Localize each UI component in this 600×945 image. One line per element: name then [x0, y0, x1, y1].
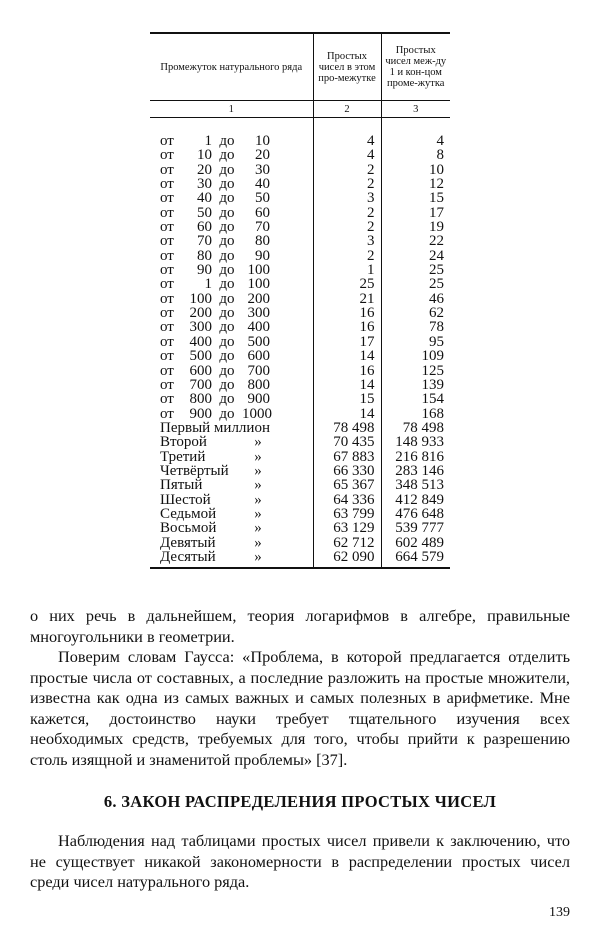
cumulative-count-cell: 25: [381, 277, 450, 291]
interval-start: 30: [197, 176, 212, 193]
cumulative-count-cell: 25: [381, 263, 450, 277]
interval-start: 600: [189, 362, 212, 379]
million-label: [160, 450, 313, 464]
interval-to-word: до: [219, 405, 235, 422]
interval-from-word: от: [160, 247, 174, 264]
prime-count-cell: 63 799: [313, 507, 381, 521]
cumulative-count-cell: 476 648: [381, 507, 450, 521]
million-label: [160, 536, 313, 550]
table-row: [150, 550, 450, 568]
cumulative-count-cell: 125: [381, 364, 450, 378]
table-row: [150, 148, 450, 162]
interval-start: 700: [189, 376, 212, 393]
interval-from-word: от: [160, 391, 174, 408]
million-ordinal: Четвёртый: [160, 462, 229, 479]
interval-start: 1: [204, 276, 212, 293]
cumulative-count-cell: 78 498: [381, 421, 450, 435]
prime-count-cell: 16: [313, 306, 381, 320]
interval-end: 600: [247, 348, 270, 365]
interval-range: [160, 191, 313, 205]
interval-cell: [150, 263, 313, 277]
prime-count-cell: 62 090: [313, 550, 381, 568]
interval-end: 10: [255, 133, 270, 149]
cumulative-count-cell: 10: [381, 163, 450, 177]
interval-cell: [150, 277, 313, 291]
interval-start: 50: [197, 204, 212, 221]
interval-range: [160, 277, 313, 291]
million-label-cell: [150, 536, 313, 550]
interval-to-word: до: [219, 133, 235, 149]
interval-end: 700: [247, 362, 270, 379]
interval-to-word: до: [219, 161, 235, 178]
million-label-cell: [150, 421, 313, 435]
interval-end: 1000: [242, 405, 272, 422]
million-ordinal: Седьмой: [160, 505, 217, 522]
interval-start: 200: [189, 305, 212, 322]
interval-end: 90: [255, 247, 270, 264]
interval-to-word: до: [219, 348, 235, 365]
interval-range: [160, 292, 313, 306]
table-row: [150, 478, 450, 492]
cumulative-count-cell: 216 816: [381, 450, 450, 464]
cumulative-count-cell: 348 513: [381, 478, 450, 492]
interval-end: 60: [255, 204, 270, 221]
interval-range: [160, 206, 313, 220]
interval-end: 30: [255, 161, 270, 178]
million-ordinal: Девятый: [160, 534, 216, 551]
cumulative-count-cell: 78: [381, 320, 450, 334]
table-row: [150, 493, 450, 507]
cumulative-count-cell: 139: [381, 378, 450, 392]
table-row: [150, 277, 450, 291]
interval-from-word: от: [160, 262, 174, 279]
interval-end: 800: [247, 376, 270, 393]
interval-range: [160, 134, 313, 148]
table-row: [150, 234, 450, 248]
interval-cell: [150, 134, 313, 148]
million-label: [160, 493, 313, 507]
table-row: [150, 464, 450, 478]
interval-to-word: до: [219, 147, 235, 164]
interval-to-word: до: [219, 176, 235, 193]
million-label-cell: [150, 464, 313, 478]
interval-from-word: от: [160, 376, 174, 393]
interval-from-word: от: [160, 161, 174, 178]
interval-cell: [150, 191, 313, 205]
prime-count-cell: 4: [313, 148, 381, 162]
table-row: [150, 292, 450, 306]
interval-to-word: до: [219, 305, 235, 322]
interval-cell: [150, 349, 313, 363]
table-row: [150, 163, 450, 177]
interval-cell: [150, 234, 313, 248]
interval-cell: [150, 249, 313, 263]
million-label: [160, 421, 313, 435]
interval-cell: [150, 163, 313, 177]
primes-distribution-table: [150, 32, 450, 569]
interval-end: 100: [247, 276, 270, 293]
table-row: [150, 521, 450, 535]
cumulative-count-cell: 4: [381, 134, 450, 148]
interval-start: 70: [197, 233, 212, 250]
prime-count-cell: 63 129: [313, 521, 381, 535]
interval-start: 900: [189, 405, 212, 422]
million-label-cell: [150, 493, 313, 507]
interval-cell: [150, 206, 313, 220]
ditto-mark: [248, 421, 268, 435]
interval-cell: [150, 220, 313, 234]
prime-count-cell: 64 336: [313, 493, 381, 507]
million-label-cell: [150, 507, 313, 521]
interval-from-word: от: [160, 147, 174, 164]
cumulative-count-cell: 15: [381, 191, 450, 205]
interval-from-word: от: [160, 190, 174, 207]
ditto-mark: »: [254, 505, 262, 522]
interval-end: 50: [255, 190, 270, 207]
prime-count-cell: 16: [313, 364, 381, 378]
column-number: 2: [313, 101, 381, 118]
table-row: [150, 378, 450, 392]
ditto-mark: »: [254, 448, 262, 465]
interval-range: [160, 320, 313, 334]
interval-to-word: до: [219, 333, 235, 350]
prime-count-cell: 2: [313, 177, 381, 191]
cumulative-count-cell: 24: [381, 249, 450, 263]
interval-cell: [150, 177, 313, 191]
interval-from-word: от: [160, 290, 174, 307]
interval-start: 500: [189, 348, 212, 365]
table-row: [150, 364, 450, 378]
interval-range: [160, 234, 313, 248]
interval-to-word: до: [219, 391, 235, 408]
interval-start: 10: [197, 147, 212, 164]
prime-count-cell: 78 498: [313, 421, 381, 435]
interval-range: [160, 335, 313, 349]
page-number: 139: [549, 905, 570, 920]
column-number: 3: [381, 101, 450, 118]
interval-from-word: от: [160, 276, 174, 293]
paragraph-continuation: о них речь в дальнейшем, теория логарифмов в алгебре, правильные многоугольники в геометрии.: [30, 606, 570, 646]
cumulative-count-cell: 95: [381, 335, 450, 349]
interval-range: [160, 306, 313, 320]
interval-from-word: от: [160, 333, 174, 350]
interval-range: [160, 177, 313, 191]
table-row: [150, 306, 450, 320]
interval-start: 20: [197, 161, 212, 178]
interval-range: [160, 263, 313, 277]
interval-to-word: до: [219, 362, 235, 379]
interval-end: 400: [247, 319, 270, 336]
prime-count-cell: 3: [313, 191, 381, 205]
header-primes-in-interval: Простых чисел в этом про-межутке: [313, 33, 381, 101]
prime-count-cell: 14: [313, 349, 381, 363]
interval-from-word: от: [160, 219, 174, 236]
cumulative-count-cell: 12: [381, 177, 450, 191]
cumulative-count-cell: 148 933: [381, 435, 450, 449]
interval-end: 200: [247, 290, 270, 307]
prime-count-cell: 65 367: [313, 478, 381, 492]
interval-to-word: до: [219, 276, 235, 293]
interval-end: 300: [247, 305, 270, 322]
ditto-mark: »: [254, 491, 262, 508]
ditto-mark: »: [254, 534, 262, 551]
prime-count-cell: 1: [313, 263, 381, 277]
table-row: [150, 450, 450, 464]
million-label: [160, 464, 313, 478]
interval-start: 800: [189, 391, 212, 408]
million-label: [160, 521, 313, 535]
million-label: [160, 478, 313, 492]
table-row: [150, 249, 450, 263]
interval-start: 60: [197, 219, 212, 236]
paragraph-gauss-quote: Поверим словам Гаусса: «Проблема, в которой предлагается отделить простые числа от составных, а последние разложить на простые множители, известна как одна из самых важных и самых полезных в арифметике. Мне кажется, достоинство науки требует тщательного изучения всех необходимых средств, требуемых для того, чтобы прийти к разрешению столь изящной и знаменитой проблемы» [37].: [30, 647, 570, 769]
interval-to-word: до: [219, 233, 235, 250]
interval-from-word: от: [160, 176, 174, 193]
interval-cell: [150, 148, 313, 162]
interval-range: [160, 378, 313, 392]
interval-cell: [150, 292, 313, 306]
interval-end: 80: [255, 233, 270, 250]
interval-end: 70: [255, 219, 270, 236]
million-label: [160, 507, 313, 521]
cumulative-count-cell: 22: [381, 234, 450, 248]
column-number: 1: [150, 101, 313, 118]
million-ordinal: Шестой: [160, 491, 211, 508]
cumulative-count-cell: 19: [381, 220, 450, 234]
table-row: [150, 536, 450, 550]
interval-range: [160, 349, 313, 363]
ditto-mark: »: [254, 520, 262, 537]
spacer-row: [150, 118, 450, 135]
interval-cell: [150, 407, 313, 421]
interval-from-word: от: [160, 348, 174, 365]
interval-end: 20: [255, 147, 270, 164]
prime-count-cell: 15: [313, 392, 381, 406]
cumulative-count-cell: 664 579: [381, 550, 450, 568]
interval-range: [160, 364, 313, 378]
interval-cell: [150, 306, 313, 320]
prime-count-cell: 2: [313, 163, 381, 177]
prime-count-cell: 4: [313, 134, 381, 148]
table-row: [150, 335, 450, 349]
header-interval: Промежуток натурального ряда: [150, 33, 313, 101]
interval-range: [160, 148, 313, 162]
prime-count-cell: 3: [313, 234, 381, 248]
interval-to-word: до: [219, 290, 235, 307]
prime-count-cell: 21: [313, 292, 381, 306]
interval-start: 400: [189, 333, 212, 350]
million-label: [160, 550, 313, 564]
interval-range: [160, 392, 313, 406]
prime-count-cell: 17: [313, 335, 381, 349]
text-block-upper: [30, 606, 570, 770]
million-label-cell: [150, 521, 313, 535]
million-ordinal: Первый миллион: [160, 419, 270, 436]
interval-to-word: до: [219, 247, 235, 264]
ditto-mark: »: [254, 434, 262, 451]
interval-from-word: от: [160, 405, 174, 422]
table-row: [150, 392, 450, 406]
interval-start: 100: [189, 290, 212, 307]
interval-start: 80: [197, 247, 212, 264]
prime-count-cell: 62 712: [313, 536, 381, 550]
million-label: [160, 435, 313, 449]
table-row: [150, 407, 450, 421]
prime-count-cell: 67 883: [313, 450, 381, 464]
cumulative-count-cell: 109: [381, 349, 450, 363]
million-label-cell: [150, 450, 313, 464]
prime-count-cell: 14: [313, 407, 381, 421]
interval-from-word: от: [160, 319, 174, 336]
table-header-row: [150, 33, 450, 101]
interval-from-word: от: [160, 362, 174, 379]
interval-range: [160, 220, 313, 234]
primes-table-container: [150, 32, 450, 569]
interval-from-word: от: [160, 233, 174, 250]
million-ordinal: Восьмой: [160, 520, 217, 537]
ditto-mark: »: [254, 462, 262, 479]
interval-start: 300: [189, 319, 212, 336]
million-ordinal: Второй: [160, 434, 207, 451]
paragraph-observations: Наблюдения над таблицами простых чисел привели к заключению, что не существует никакой закономерности в распределении простых чисел среди чисел натурального ряда.: [30, 831, 570, 891]
table-row: [150, 320, 450, 334]
table-row: [150, 507, 450, 521]
prime-count-cell: 66 330: [313, 464, 381, 478]
cumulative-count-cell: 539 777: [381, 521, 450, 535]
prime-count-cell: 2: [313, 249, 381, 263]
cumulative-count-cell: 168: [381, 407, 450, 421]
interval-range: [160, 163, 313, 177]
table-row: [150, 263, 450, 277]
interval-to-word: до: [219, 190, 235, 207]
interval-cell: [150, 320, 313, 334]
table-body: [150, 134, 450, 568]
interval-end: 100: [247, 262, 270, 279]
million-label-cell: [150, 435, 313, 449]
interval-to-word: до: [219, 204, 235, 221]
cumulative-count-cell: 8: [381, 148, 450, 162]
prime-count-cell: 2: [313, 220, 381, 234]
interval-start: 1: [204, 133, 212, 149]
cumulative-count-cell: 154: [381, 392, 450, 406]
interval-cell: [150, 392, 313, 406]
cumulative-count-cell: 17: [381, 206, 450, 220]
cumulative-count-cell: 46: [381, 292, 450, 306]
interval-range: [160, 407, 313, 421]
interval-cell: [150, 364, 313, 378]
interval-to-word: до: [219, 319, 235, 336]
interval-end: 40: [255, 176, 270, 193]
interval-cell: [150, 335, 313, 349]
table-row: [150, 177, 450, 191]
text-block-lower: [30, 831, 570, 893]
million-label-cell: [150, 550, 313, 568]
section-heading: 6. ЗАКОН РАСПРЕДЕЛЕНИЯ ПРОСТЫХ ЧИСЕЛ: [103, 792, 497, 811]
interval-to-word: до: [219, 262, 235, 279]
table-row: [150, 220, 450, 234]
table-row: [150, 421, 450, 435]
interval-from-word: от: [160, 133, 174, 149]
prime-count-cell: 70 435: [313, 435, 381, 449]
interval-range: [160, 249, 313, 263]
header-primes-cumulative: Простых чисел меж-ду 1 и кон-цом проме-жутка: [381, 33, 450, 101]
million-label-cell: [150, 478, 313, 492]
interval-from-word: от: [160, 204, 174, 221]
interval-cell: [150, 378, 313, 392]
table-row: [150, 134, 450, 148]
prime-count-cell: 16: [313, 320, 381, 334]
cumulative-count-cell: 602 489: [381, 536, 450, 550]
million-ordinal: Третий: [160, 448, 206, 465]
prime-count-cell: 2: [313, 206, 381, 220]
prime-count-cell: 14: [313, 378, 381, 392]
interval-start: 40: [197, 190, 212, 207]
cumulative-count-cell: 283 146: [381, 464, 450, 478]
cumulative-count-cell: 62: [381, 306, 450, 320]
interval-to-word: до: [219, 376, 235, 393]
ditto-mark: »: [254, 477, 262, 494]
interval-start: 90: [197, 262, 212, 279]
prime-count-cell: 25: [313, 277, 381, 291]
million-ordinal: Пятый: [160, 477, 203, 494]
table-row: [150, 191, 450, 205]
interval-end: 500: [247, 333, 270, 350]
ditto-mark: »: [254, 548, 262, 565]
table-row: [150, 206, 450, 220]
interval-end: 900: [247, 391, 270, 408]
interval-to-word: до: [219, 219, 235, 236]
table-row: [150, 349, 450, 363]
cumulative-count-cell: 412 849: [381, 493, 450, 507]
interval-from-word: от: [160, 305, 174, 322]
million-ordinal: Десятый: [160, 548, 216, 565]
column-number-row: [150, 101, 450, 118]
table-row: [150, 435, 450, 449]
